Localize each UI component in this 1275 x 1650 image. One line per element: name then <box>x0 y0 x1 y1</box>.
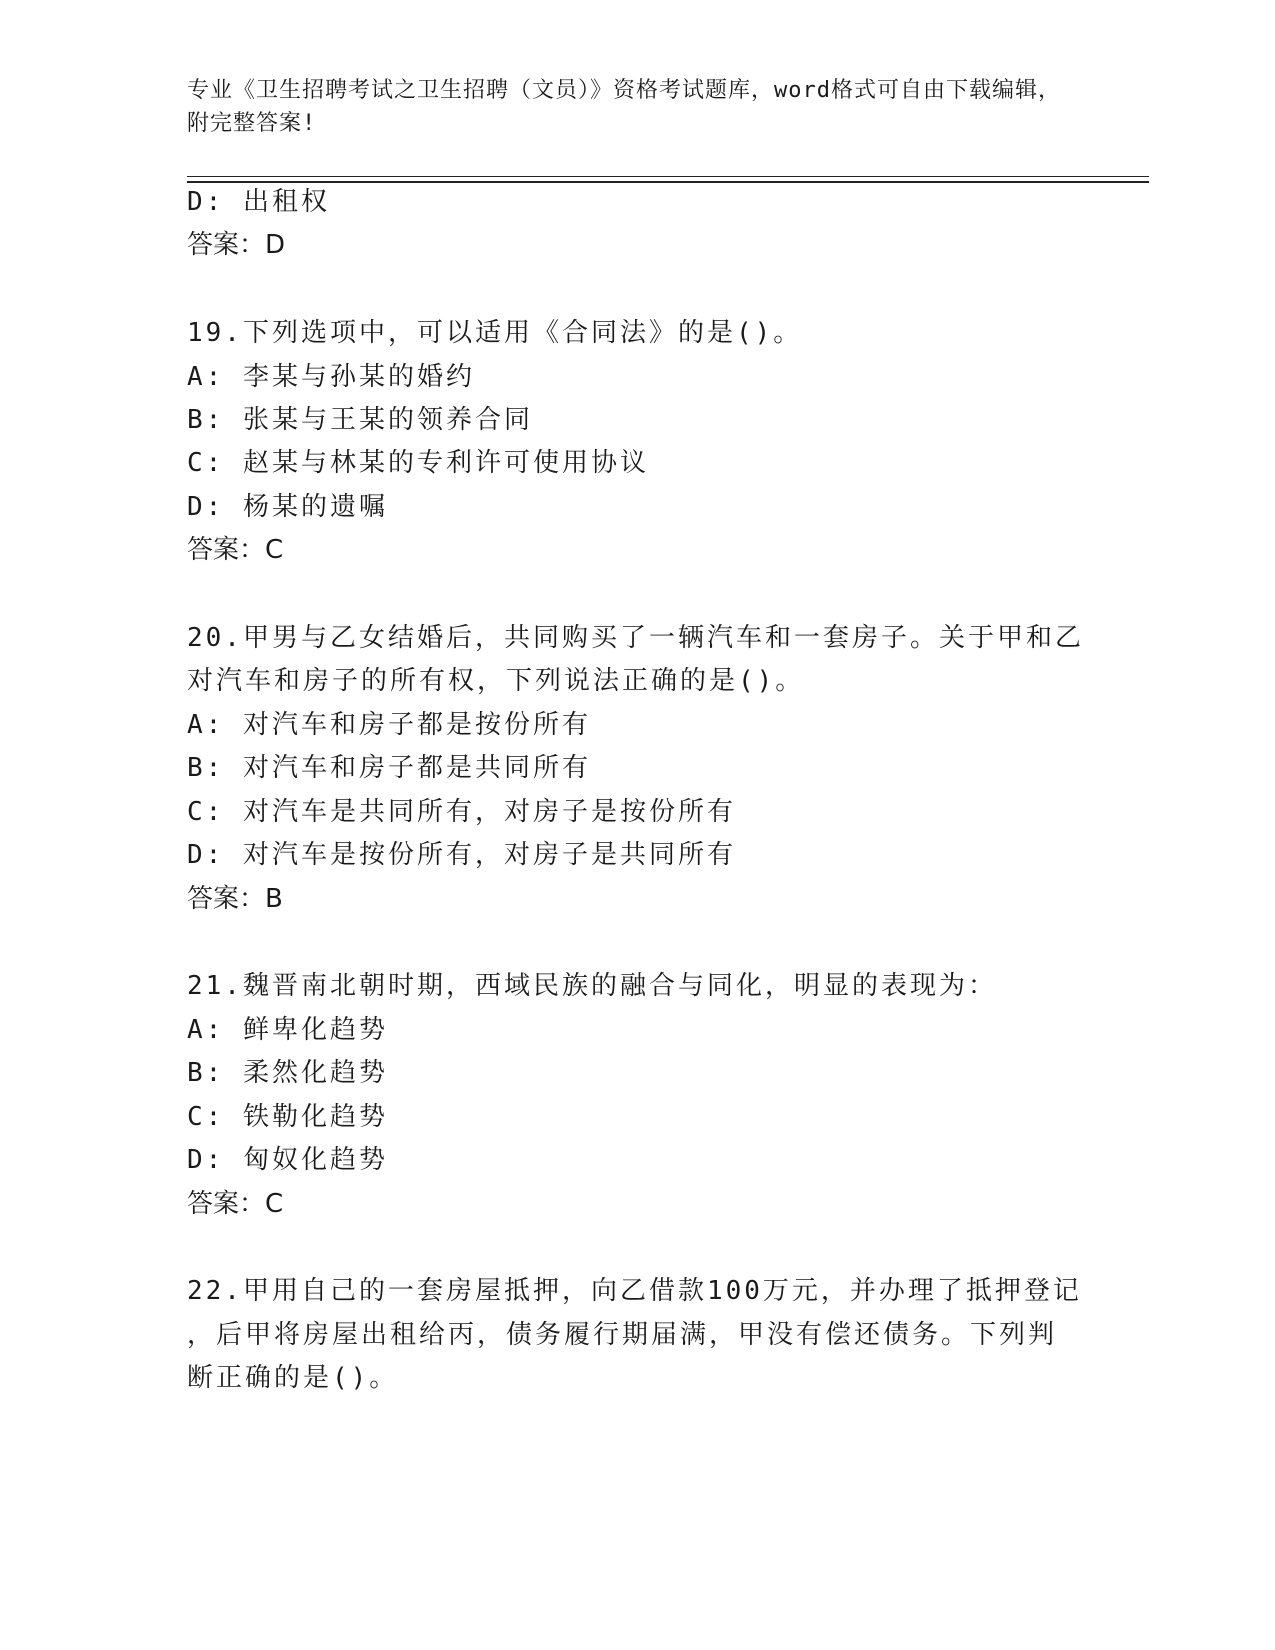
option-d: D: 匈奴化趋势 <box>187 1145 388 1175</box>
question-20-line-2: 对汽车和房子的所有权，下列说法正确的是()。 <box>187 666 805 696</box>
question-22-line-3: 断正确的是()。 <box>187 1363 399 1393</box>
option-c: C: 赵某与林某的专利许可使用协议 <box>187 448 649 478</box>
option-b: B: 张某与王某的领养合同 <box>187 405 533 435</box>
option-d: D: 对汽车是按份所有，对房子是共同所有 <box>187 840 736 870</box>
option-b: B: 柔然化趋势 <box>187 1058 388 1088</box>
option-b: B: 对汽车和房子都是共同所有 <box>187 753 591 783</box>
question-22-line-1: 22.甲用自己的一套房屋抵押，向乙借款100万元，并办理了抵押登记 <box>187 1276 1082 1306</box>
answer-line: 答案：C <box>187 535 284 565</box>
question-19: 19.下列选项中，可以适用《合同法》的是()。 <box>187 318 803 348</box>
question-21: 21.魏晋南北朝时期，西域民族的融合与同化，明显的表现为： <box>187 971 997 1001</box>
question-20-line-1: 20.甲男与乙女结婚后，共同购买了一辆汽车和一套房子。关于甲和乙 <box>187 623 1084 653</box>
answer-line: 答案：B <box>187 884 283 914</box>
header-rule-thick <box>187 181 1149 183</box>
option-a: A: 李某与孙某的婚约 <box>187 362 475 392</box>
document-header: 专业《卫生招聘考试之卫生招聘（文员）》资格考试题库，word格式可自由下载编辑，附完整答案! <box>187 78 1061 136</box>
answer-line: 答案：D <box>187 230 286 260</box>
option-d: D: 杨某的遗嘱 <box>187 492 388 522</box>
option-a: A: 对汽车和房子都是按份所有 <box>187 710 591 740</box>
option-d: D: 出租权 <box>187 187 330 217</box>
option-a: A: 鲜卑化趋势 <box>187 1015 388 1045</box>
header-rule-thin <box>187 176 1149 177</box>
option-c: C: 对汽车是共同所有，对房子是按份所有 <box>187 797 736 827</box>
question-22-line-2: ，后甲将房屋出租给丙，债务履行期届满，甲没有偿还债务。下列判 <box>187 1320 1058 1350</box>
option-c: C: 铁勒化趋势 <box>187 1102 388 1132</box>
answer-line: 答案：C <box>187 1189 284 1219</box>
